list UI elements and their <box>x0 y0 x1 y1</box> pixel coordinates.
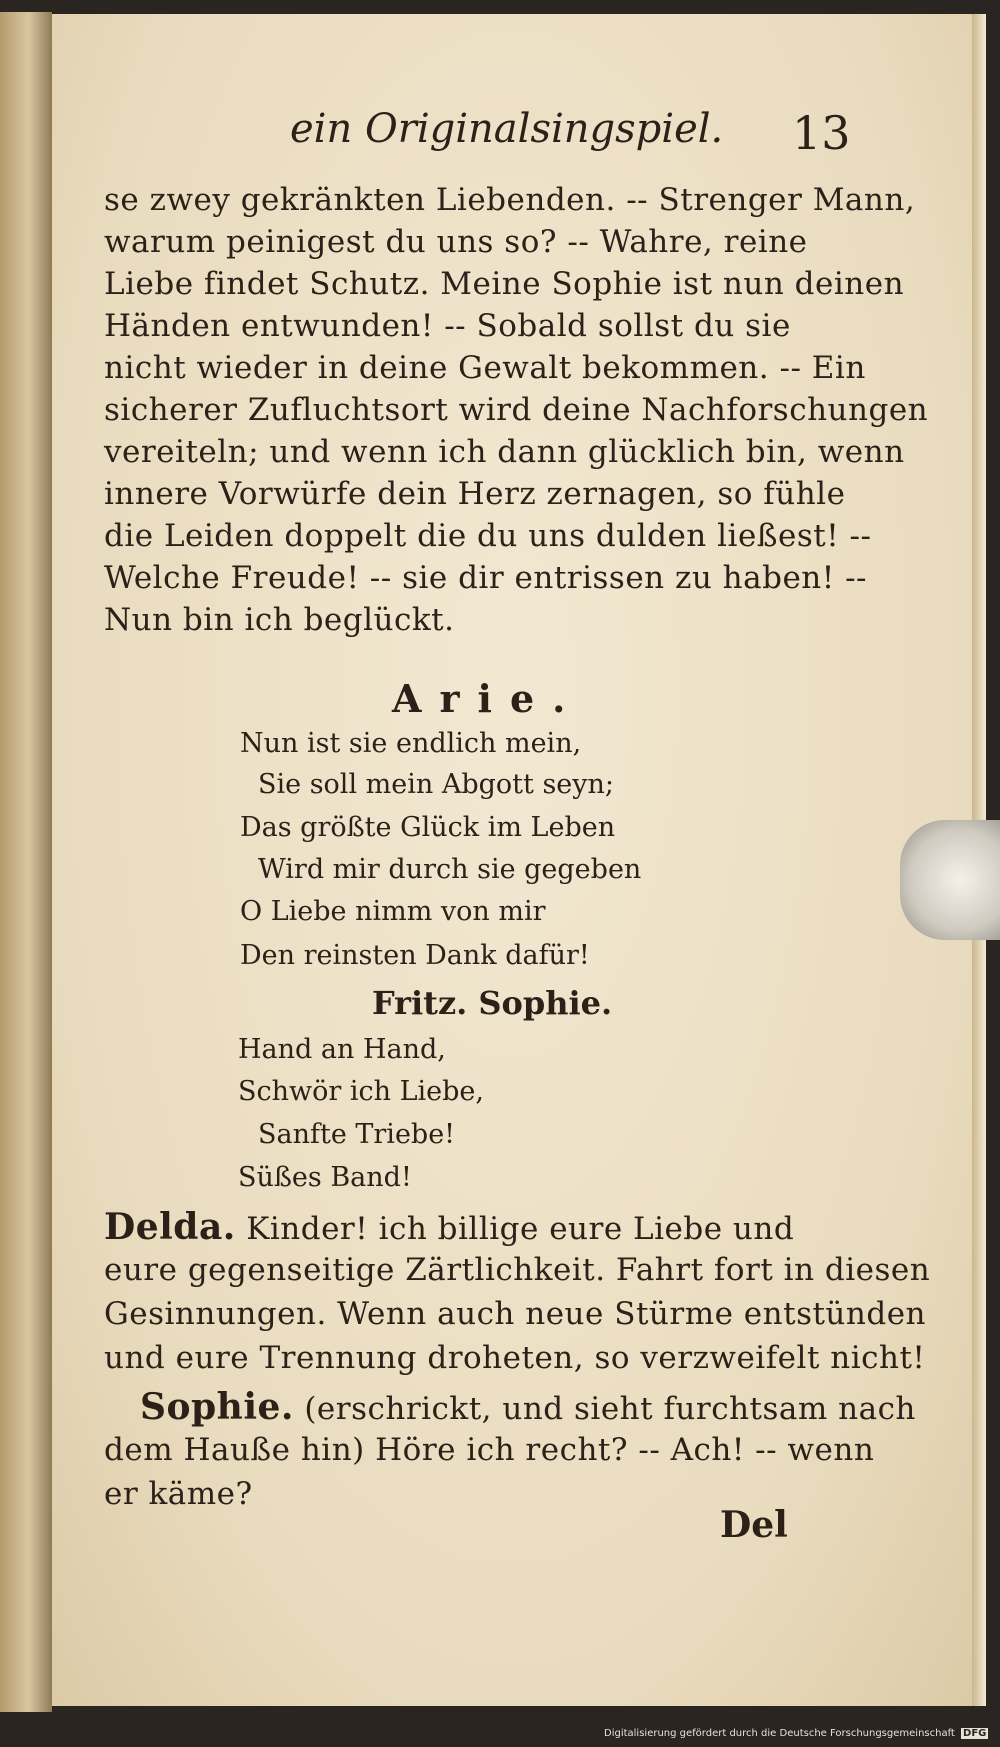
prose-line: warum peinigest du uns so? -- Wahre, reine <box>104 224 808 260</box>
delda-speech-line: eure gegenseitige Zärtlichkeit. Fahrt fort in diesen <box>104 1252 931 1288</box>
credit-text: Digitalisierung gefördert durch die Deutsche Forschungsgemeinschaft <box>604 1728 955 1739</box>
catchword: Del <box>720 1504 788 1546</box>
book-page <box>52 14 972 1706</box>
aria-verse: Das größte Glück im Leben <box>240 812 616 843</box>
page-number: 13 <box>792 106 851 160</box>
delda-speech-line: Gesinnungen. Wenn auch neue Stürme entstünden <box>104 1296 927 1332</box>
sophie-speech-line: er käme? <box>104 1476 253 1512</box>
aria-verse: Wird mir durch sie gegeben <box>258 854 642 885</box>
prose-line: innere Vorwürfe dein Herz zernagen, so fühle <box>104 476 846 512</box>
prose-line: vereiteln; und wenn ich dann glücklich bin, wenn <box>104 434 905 470</box>
prose-line: Händen entwunden! -- Sobald sollst du sie <box>104 308 791 344</box>
dfg-logo: DFG <box>963 1728 987 1739</box>
aria-verse: Den reinsten Dank dafür! <box>240 940 590 971</box>
prose-line: die Leiden doppelt die du uns dulden ließest! -- <box>104 518 872 554</box>
sophie-speech-line: dem Hauße hin) Höre ich recht? -- Ach! -- wenn <box>104 1432 875 1468</box>
prose-line: sicherer Zufluchtsort wird deine Nachforschungen <box>104 392 929 428</box>
speaker-sophie: Sophie. <box>140 1386 294 1428</box>
aria-verse: Sie soll mein Abgott seyn; <box>258 769 615 800</box>
digitization-credit <box>604 1728 988 1739</box>
aria-heading: Arie. <box>392 676 584 721</box>
delda-speech-first-line <box>104 1206 794 1248</box>
running-title: ein Originalsingspiel. <box>290 106 724 152</box>
prose-line: se zwey gekränkten Liebenden. -- Strenger Mann, <box>104 182 916 218</box>
prose-line: nicht wieder in deine Gewalt bekommen. -- Ein <box>104 350 866 386</box>
sophie-speech-first-line <box>140 1386 916 1428</box>
duet-verse: Schwör ich Liebe, <box>238 1076 484 1107</box>
prose-line: Welche Freude! -- sie dir entrissen zu haben! -- <box>104 560 868 596</box>
duet-verse: Sanfte Triebe! <box>258 1119 456 1150</box>
prose-line: Nun bin ich beglückt. <box>104 602 455 638</box>
page-header <box>52 106 972 166</box>
duet-speakers: Fritz. Sophie. <box>372 984 613 1022</box>
prose-line: Liebe findet Schutz. Meine Sophie ist nun deinen <box>104 266 905 302</box>
book-left-edge <box>0 12 52 1712</box>
aria-verse: Nun ist sie endlich mein, <box>240 728 582 759</box>
delda-speech-line: und eure Trennung droheten, so verzweifelt nicht! <box>104 1340 926 1376</box>
duet-verse: Süßes Band! <box>238 1162 412 1193</box>
speech-text: Kinder! ich billige eure Liebe und <box>246 1211 795 1247</box>
page-clip <box>900 820 1000 940</box>
duet-verse: Hand an Hand, <box>238 1034 446 1065</box>
speaker-delda: Delda. <box>104 1206 236 1248</box>
aria-verse: O Liebe nimm von mir <box>240 896 546 927</box>
speech-text: (erschrickt, und sieht furchtsam nach <box>304 1391 916 1427</box>
